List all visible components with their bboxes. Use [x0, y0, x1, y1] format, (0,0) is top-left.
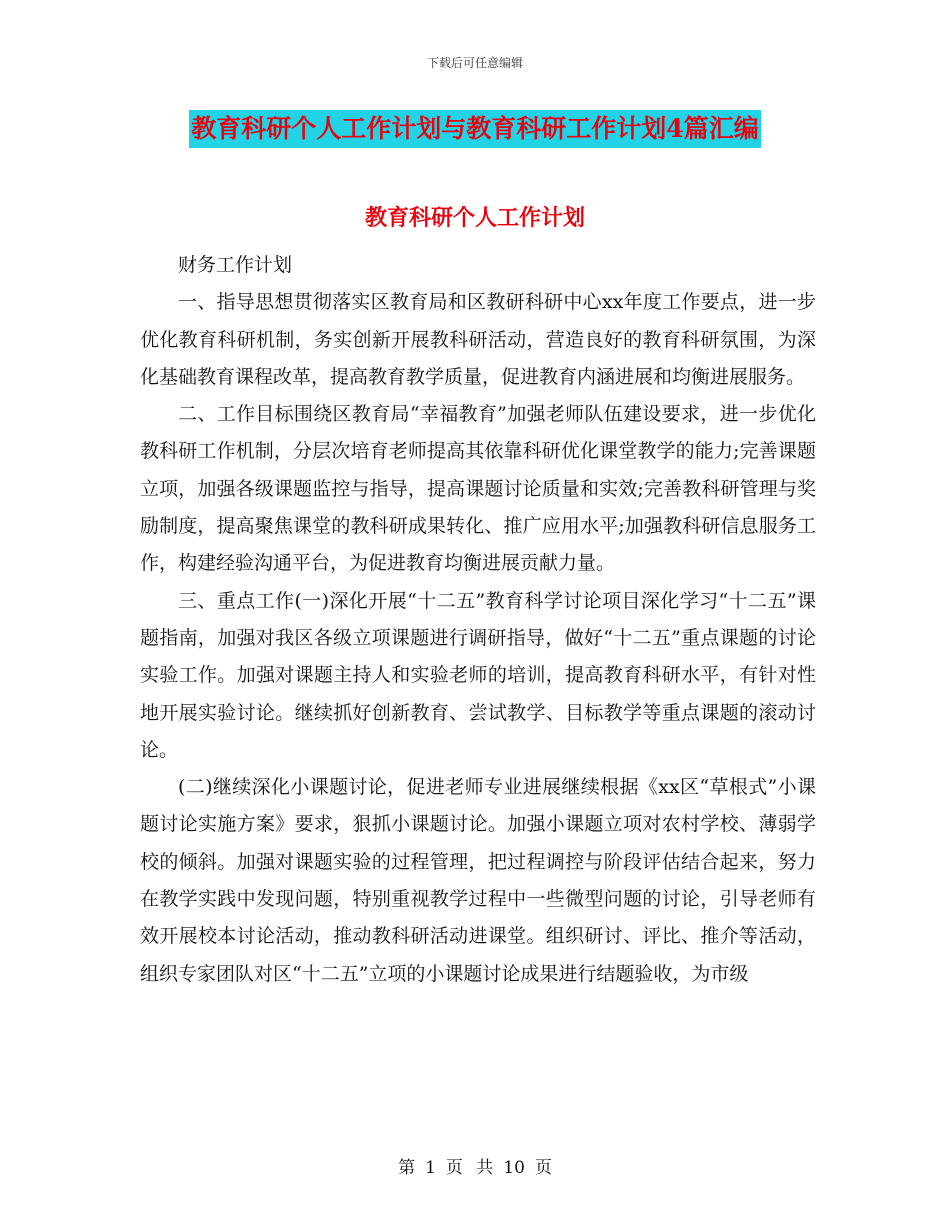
paragraph: 二、工作目标围绕区教育局“幸福教育”加强老师队伍建设要求，进一步优化教科研工作机制，分层次培育老师提高其依靠科研优化课堂教学的能力;完善课题立项，加强各级课题监控与指导，提高课题讨论质量和实效;完善教科研管理与奖励制度，提高聚焦课堂的教科研成果转化、推广应用水平;加强教科研信息服务工作，构建经验沟通平台，为促进教育均衡进展贡献力量。 [140, 403, 816, 575]
paragraph: 一、指导思想贯彻落实区教育局和区教研科研中心xx年度工作要点，进一步优化教育科研机制，务实创新开展教科研活动，营造良好的教育科研氛围，为深化基础教育课程改革，提高教育教学质量，促进教育内涵进展和均衡进展服务。 [140, 291, 816, 388]
footer-middle: 页 共 [445, 1158, 494, 1178]
paragraph-heading: 财务工作计划 [178, 254, 293, 276]
document-title: 教育科研个人工作计划与教育科研工作计划4篇汇编 [189, 110, 760, 148]
header-note: 下载后可任意编辑 [426, 56, 523, 70]
footer-suffix: 页 [534, 1158, 552, 1178]
document-body [140, 247, 816, 993]
page-number: 1 [425, 1158, 436, 1178]
paragraph: 三、重点工作(一)深化开展“十二五”教育科学讨论项目深化学习“十二五”课题指南，加强对我区各级立项课题进行调研指导，做好“十二五”重点课题的讨论实验工作。加强对课题主持人和实验老师的培训，提高教育科研水平，有针对性地开展实验讨论。继续抓好创新教育、尝试教学、目标教学等重点课题的滚动讨论。 [140, 589, 816, 761]
page-total: 10 [503, 1158, 525, 1178]
paragraph: (二)继续深化小课题讨论，促进老师专业进展继续根据《xx区“草根式”小课题讨论实施方案》要求，狠抓小课题讨论。加强小课题立项对农村学校、薄弱学校的倾斜。加强对课题实验的过程管理，把过程调控与阶段评估结合起来，努力在教学实践中发现问题，特别重视教学过程中一些微型问题的讨论，引导老师有效开展校本讨论活动，推动教科研活动进课堂。组织研讨、评比、推介等活动，组织专家团队对区“十二五”立项的小课题讨论成果进行结题验收，为市级 [140, 776, 816, 985]
section-title: 教育科研个人工作计划 [364, 205, 585, 231]
footer-prefix: 第 [398, 1158, 416, 1178]
document-title-container [0, 110, 950, 148]
page-footer [0, 1153, 950, 1178]
